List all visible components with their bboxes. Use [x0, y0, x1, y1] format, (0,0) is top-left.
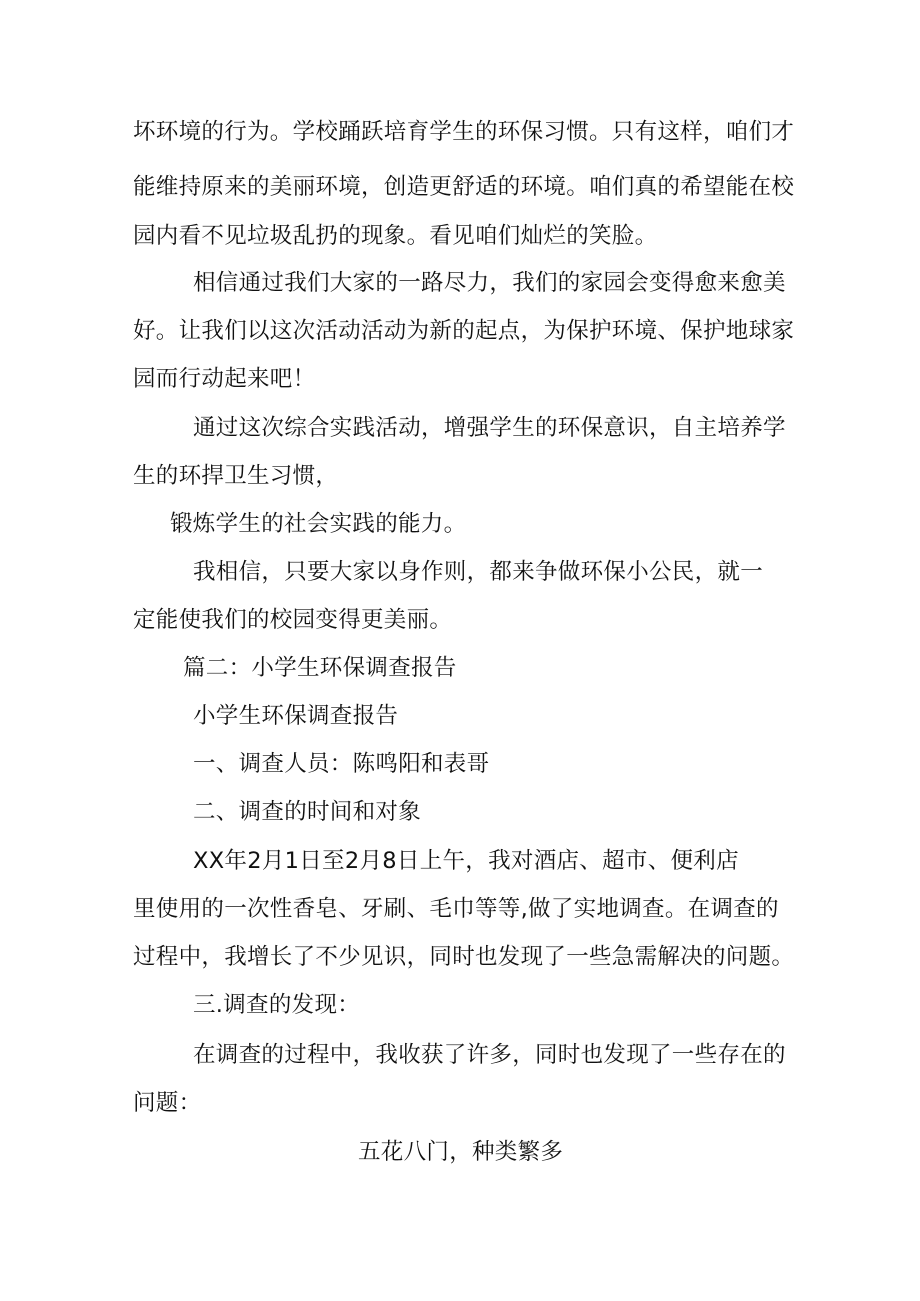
paragraph-line-6: 园而行动起来吧！	[133, 366, 316, 392]
report-title: 小学生环保调查报告	[193, 703, 399, 729]
paragraph-line-9: 锻炼学生的社会实践的能力。	[170, 511, 467, 537]
item-investigators: 一、调查人员：陈鸣阳和表哥	[193, 751, 490, 777]
paragraph-line-21: 问题：	[133, 1090, 202, 1116]
paragraph-line-3: 园内看不见垃圾乱扔的现象。看见咱们灿烂的笑脸。	[133, 223, 658, 249]
paragraph-line-16: XX年2月1日至2月8日上午，我对酒店、超市、便利店	[193, 848, 739, 874]
paragraph-line-20: 在调查的过程中，我收获了许多，同时也发现了一些存在的	[193, 1042, 786, 1068]
subheading-centered: 五花八门，种类繁多	[358, 1139, 564, 1165]
paragraph-line-8: 生的环捍卫生习惯，	[133, 463, 339, 489]
paragraph-line-7: 通过这次综合实践活动，增强学生的环保意识，自主培养学	[193, 415, 786, 441]
paragraph-line-4: 相信通过我们大家的一路尽力，我们的家园会变得愈来愈美	[193, 270, 786, 296]
paragraph-line-11: 定能使我们的校园变得更美丽。	[133, 607, 453, 633]
item-time-and-subject: 二、调查的时间和对象	[193, 799, 422, 825]
paragraph-line-5: 好。让我们以这次活动活动为新的起点，为保护环境、保护地球家	[133, 318, 795, 344]
item-findings: 三.调查的发现：	[193, 992, 361, 1018]
paragraph-line-17: 里使用的一次性香皂、牙刷、毛巾等等,做了实地调查。在调查的	[133, 896, 779, 922]
section-heading: 篇二：小学生环保调查报告	[183, 655, 457, 681]
paragraph-line-10: 我相信，只要大家以身作则，都来争做环保小公民，就一	[193, 559, 764, 585]
paragraph-line-2: 能维持原来的美丽环境，创造更舒适的环境。咱们真的希望能在校	[133, 174, 795, 200]
paragraph-line-1: 坏环境的行为。学校踊跃培育学生的环保习惯。只有这样，咱们才	[133, 119, 795, 145]
paragraph-line-18: 过程中，我增长了不少见识，同时也发现了一些急需解决的问题。	[133, 944, 795, 970]
